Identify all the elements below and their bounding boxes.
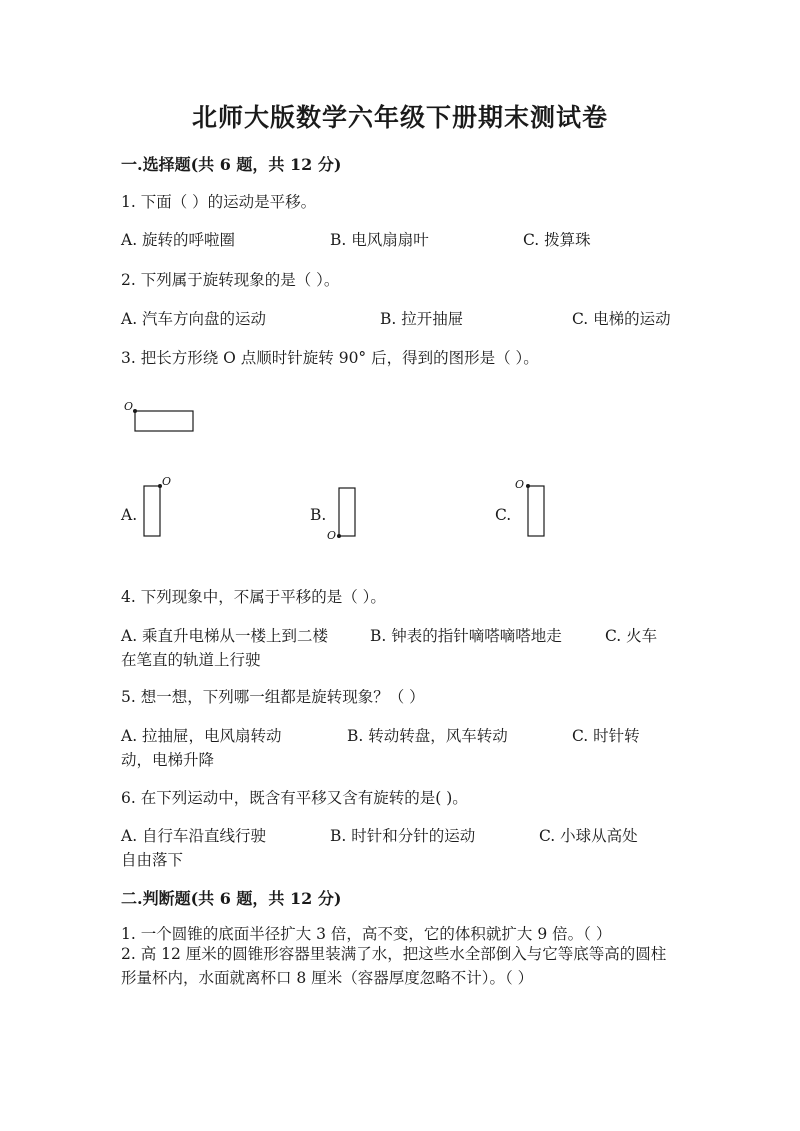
question-5-option-a: A. 拉抽屉，电风扇转动 — [121, 727, 282, 745]
question-5-option-c: C. 时针转 — [572, 727, 640, 745]
question-6-option-b: B. 时针和分针的运动 — [330, 827, 476, 845]
question-3-option-c: C. — [495, 506, 512, 524]
question-1-option-a: A. 旋转的呼啦圈 — [121, 231, 236, 249]
point-o-label-original: O — [124, 400, 134, 413]
original-rectangle-figure — [130, 405, 200, 435]
option-c-rectangle-figure — [523, 478, 563, 543]
question-4-option-c: C. 火车 — [605, 627, 658, 645]
option-b-rectangle-figure — [335, 478, 375, 543]
question-1-option-c: C. 拨算珠 — [523, 231, 591, 249]
question-2-option-c: C. 电梯的运动 — [572, 310, 671, 328]
question-6-option-a: A. 自行车沿直线行驶 — [121, 827, 267, 845]
question-2-option-b: B. 拉开抽屉 — [380, 310, 464, 328]
question-3-option-b: B. — [310, 506, 327, 524]
question-5-option-c-wrap: 动，电梯升降 — [121, 751, 215, 769]
section-heading-judgement: 二.判断题(共 6 题，共 12 分) — [121, 889, 342, 908]
point-o-label-c: O — [515, 478, 525, 491]
judgement-1-text: 1. 一个圆锥的底面半径扩大 3 倍，高不变，它的体积就扩大 9 倍。（ ） — [121, 925, 612, 943]
question-4-option-c-wrap: 在笔直的轨道上行驶 — [121, 651, 261, 669]
question-5-text: 5. 想一想，下列哪一组都是旋转现象？（ ） — [121, 688, 425, 706]
question-1-option-b: B. 电风扇扇叶 — [330, 231, 429, 249]
judgement-2-text: 2. 高 12 厘米的圆锥形容器里装满了水，把这些水全部倒入与它等底等高的圆柱形量杯内，水面就离杯口 8 厘米（容器厚度忽略不计）。（ ） — [121, 945, 667, 987]
question-6-text: 6. 在下列运动中，既含有平移又含有旋转的是( )。 — [121, 789, 468, 807]
question-4-option-a: A. 乘直升电梯从一楼上到二楼 — [121, 627, 329, 645]
point-o-label-b: O — [327, 529, 337, 542]
question-4-option-b: B. 钟表的指针嘀嗒嘀嗒地走 — [370, 627, 562, 645]
question-2-text: 2. 下列属于旋转现象的是（ ）。 — [121, 271, 340, 289]
page-title: 北师大版数学六年级下册期末测试卷 — [191, 103, 608, 132]
question-5-option-b: B. 转动转盘，风车转动 — [347, 727, 508, 745]
question-4-text: 4. 下列现象中，不属于平移的是（ ）。 — [121, 588, 386, 606]
point-o-label-a: O — [162, 475, 172, 488]
question-6-option-c-wrap: 自由落下 — [121, 851, 184, 869]
question-3-option-a: A. — [121, 506, 138, 524]
option-a-rectangle-figure — [140, 478, 180, 543]
question-1-text: 1. 下面（ ）的运动是平移。 — [121, 193, 317, 211]
point-o-dot — [133, 409, 137, 413]
question-3-text: 3. 把长方形绕 O 点顺时针旋转 90° 后，得到的图形是（ ）。 — [121, 349, 539, 367]
question-2-option-a: A. 汽车方向盘的运动 — [121, 310, 267, 328]
question-6-option-c: C. 小球从高处 — [539, 827, 638, 845]
section-heading-choice: 一.选择题(共 6 题，共 12 分) — [121, 155, 342, 174]
